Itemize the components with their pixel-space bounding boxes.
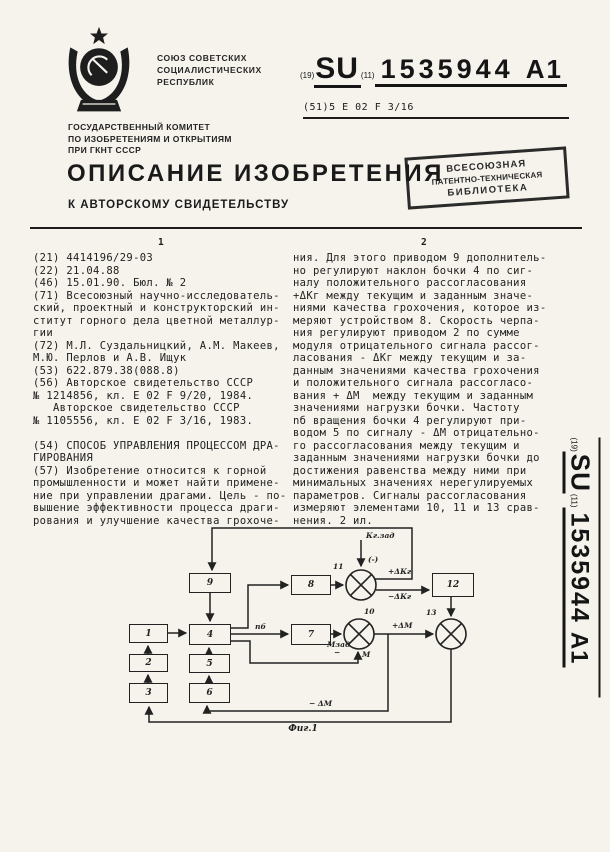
- block-label: 3: [145, 688, 152, 698]
- diagram-block-7: [291, 624, 331, 645]
- signal-drum-frequency: nб: [255, 622, 266, 631]
- stamp-line: ВСЕСОЮЗНАЯ: [445, 158, 527, 175]
- union-name: [157, 52, 262, 88]
- block-label: 5: [206, 658, 213, 669]
- union-line: СОЦИАЛИСТИЧЕСКИХ: [157, 65, 262, 75]
- kind-code: А1: [522, 54, 567, 87]
- committee-line: ПРИ ГКНТ СССР: [68, 145, 142, 155]
- document-title: ОПИСАНИЕ ИЗОБРЕТЕНИЯ: [67, 160, 444, 187]
- bibliography-and-abstract-column: (21) 4414196/29-03 (22) 21.04.88 (46) 15.01.90. Бюл. № 2 (71) Всесоюзный научно-исследователь- ский, проектный и конструкторский ин- ститут горного дела цветной металлур- гии (72) М.Л. Суздальницкий, А.М. Макеев, М.Ю. Перлов и А.В. Ищук (53) 622.879.38(088.8) (56) Авторское свидетельство СССР № 1214856, кл. Е 02 F 9/20, 1984. Авторское свидетельство СССР № 1105556, кл. Е 02 F 3/16, 1983. (54) СПОСОБ УПРАВЛЕНИЯ ПРОЦЕССОМ ДРА- ГИРОВАНИЯ (57) Изобретение относится к горной промышленности и может найти примене- ние при управлении драгами. Цель - по- вышение эффективности процесса драги- рования и улучшение качества грохоче-: [33, 252, 287, 527]
- abstract-continuation-column: ния. Для этого приводом 9 дополнитель- но регулируют наклон бочки 4 по сиг- налу положительного рассогласования +ΔКг между текущим и заданным значе- ниями качества грохочения, которое из- меряют устройством 8. Скорость черпа- ния регулируют приводом 2 по сумме модуля отрицательного сигнала рассог- ласования - ΔКг между текущим и за- данным значениями качества грохочения и положительного сигнала рассогласо- вания + ΔМ между текущим и заданным значениями нагрузки бочки. Частоту nб вращения бочки 4 регулируют при- водом 5 по сигналу - ΔМ отрицательно- го рассогласования между текущим и заданным значениями нагрузки бочки до достижения равенства между ними при минимальных значениях нерегулируемых параметров. Сигналы рассогласования измеряют элементами 10, 11 и 13 срав- нения. 2 ил.: [293, 252, 547, 527]
- block-label: 1: [145, 628, 152, 639]
- block-label: 12: [446, 580, 460, 590]
- ussr-emblem-icon: [58, 26, 140, 118]
- union-line: РЕСПУБЛИК: [157, 77, 215, 87]
- ipc-classification: (51)5 Е 02 F 3/16: [303, 102, 569, 119]
- code-11: (11): [569, 493, 579, 508]
- country-code: SU: [314, 52, 361, 88]
- signal-m-setpoint: Мзад: [327, 640, 351, 649]
- circle-13-label: 13: [426, 608, 437, 617]
- committee-line: ГОСУДАРСТВЕННЫЙ КОМИТЕТ: [68, 122, 211, 132]
- signal-minus-sign: (-): [368, 555, 379, 564]
- code-19: (19): [300, 71, 315, 80]
- block-label: 9: [206, 578, 214, 588]
- committee-name: [68, 122, 232, 157]
- signal-minus-delta-kg: −ΔКг: [388, 592, 412, 601]
- comparator-circle-11: [346, 570, 376, 600]
- comparator-circle-13: [436, 619, 466, 649]
- diagram-block-9: [189, 573, 231, 593]
- code-19: (19): [569, 437, 579, 452]
- circle-10-label: 10: [364, 607, 375, 616]
- stamp-line: ПАТЕНТНО-ТЕХНИЧЕСКАЯ: [431, 170, 543, 187]
- column-1-number: 1: [158, 237, 164, 248]
- kind-code: А1: [563, 629, 593, 668]
- publication-number: [300, 52, 580, 86]
- signal-minus: −: [334, 648, 341, 657]
- diagram-block-8: [291, 575, 331, 595]
- header-rule: [30, 227, 582, 229]
- signal-m: М: [362, 650, 371, 659]
- diagram-block-3: [129, 683, 168, 703]
- diagram-block-4: [189, 624, 231, 645]
- block-label: 4: [206, 629, 214, 640]
- diagram-block-1: [129, 624, 168, 643]
- document-subtitle: К АВТОРСКОМУ СВИДЕТЕЛЬСТВУ: [68, 199, 290, 211]
- figure-caption: Фиг.1: [288, 724, 318, 734]
- diagram-block-2: [129, 654, 168, 672]
- block-label: 2: [145, 658, 152, 668]
- diagram-block-12: [432, 573, 474, 597]
- signal-kg-setpoint: Кг.зад: [366, 531, 395, 540]
- code-11: (11): [360, 71, 375, 80]
- stamp-line: БИБЛИОТЕКА: [447, 182, 529, 199]
- vertical-publication-code: [552, 438, 601, 698]
- signal-minus-delta-m: − ΔМ: [309, 699, 333, 708]
- committee-line: ПО ИЗОБРЕТЕНИЯМ И ОТКРЫТИЯМ: [68, 133, 232, 144]
- patent-number: 1535944: [375, 54, 522, 87]
- diagram-block-5: [189, 654, 230, 673]
- column-2-number: 2: [421, 237, 427, 248]
- block-label: 6: [206, 688, 213, 698]
- signal-plus-delta-m: +ΔМ: [392, 621, 413, 630]
- country-code: SU: [563, 452, 596, 494]
- block-diagram-figure: [105, 520, 525, 760]
- patent-number: 1535944: [563, 508, 594, 629]
- block-label: 7: [307, 629, 315, 640]
- signal-plus-delta-kg: +ΔКг: [388, 567, 412, 576]
- diagram-block-6: [189, 683, 230, 703]
- circle-11-label: 11: [333, 562, 344, 571]
- block-label: 8: [307, 580, 315, 590]
- union-line: СОЮЗ СОВЕТСКИХ: [157, 53, 248, 63]
